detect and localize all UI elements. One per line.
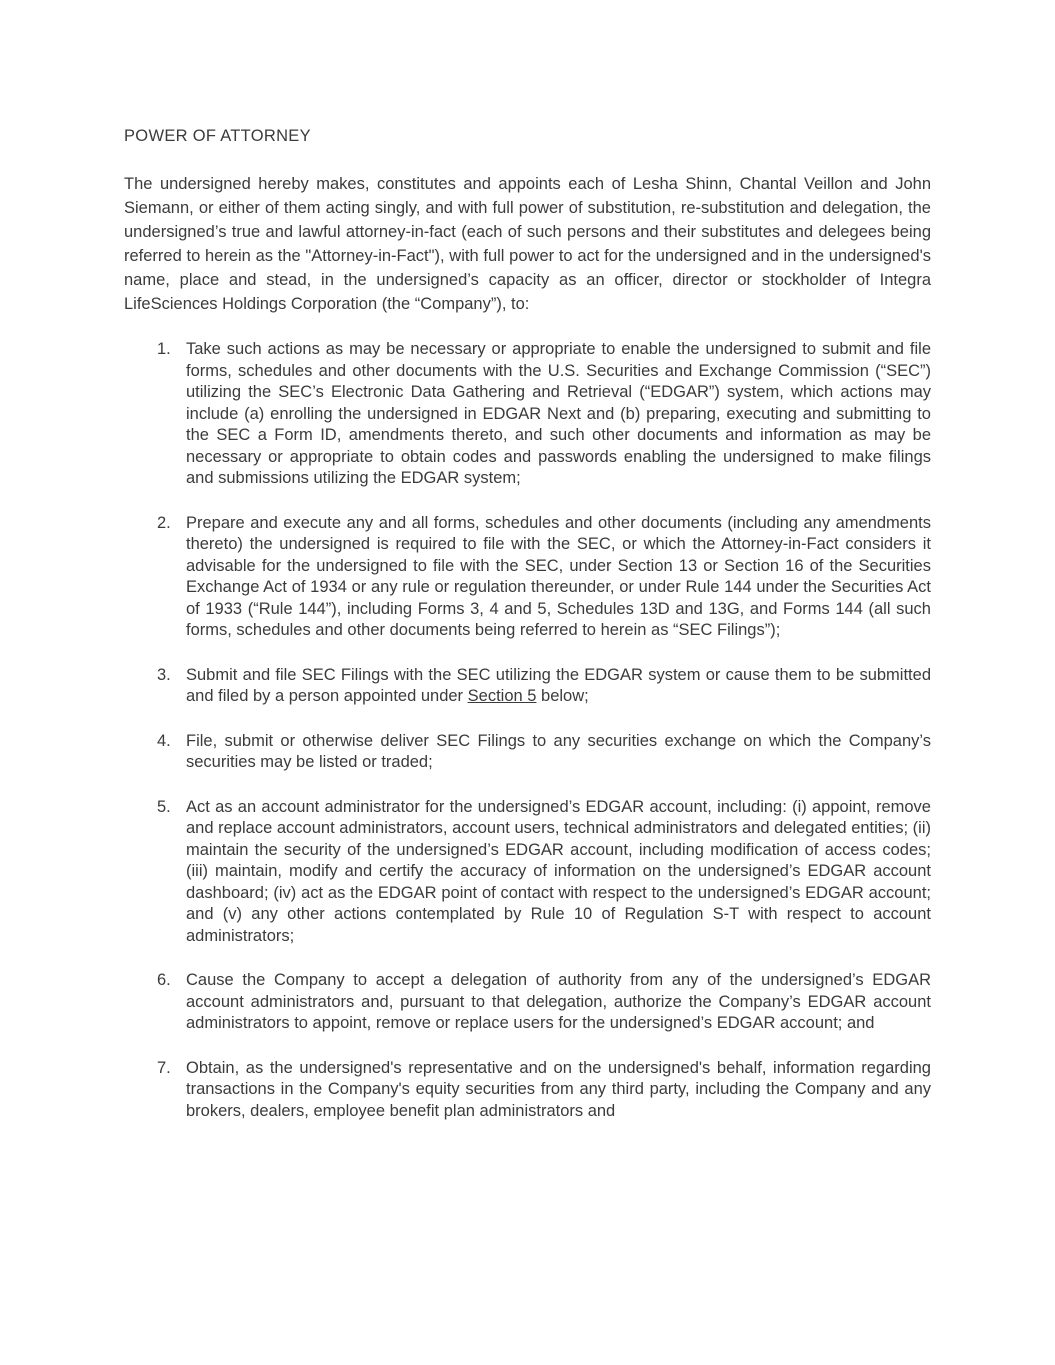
item-text: File, submit or otherwise deliver SEC Filings to any securities exchange on which the Company’s securities may be listed or traded;	[186, 731, 931, 771]
document-title: POWER OF ATTORNEY	[124, 127, 311, 145]
poa-item-3	[157, 665, 931, 708]
poa-item-1	[157, 339, 931, 490]
item-number: 5.	[157, 797, 171, 816]
intro-paragraph: The undersigned hereby makes, constitutes and appoints each of Lesha Shinn, Chantal Veillon and John Siemann, or either of them acting singly, and with full power of substitution, re-substitution and delegation, the undersigned’s true and lawful attorney-in-fact (each of such persons and their substitutes and delegees being referred to herein as the "Attorney-in-Fact"), with full power to act for the undersigned and in the undersigned's name, place and stead, in the undersigned’s capacity as an officer, director or stockholder of Integra LifeSciences Holdings Corporation (the “Company”), to:	[124, 175, 931, 313]
item-number: 4.	[157, 731, 171, 750]
item-text: Cause the Company to accept a delegation of authority from any of the undersigned’s EDGAR account administrators and, pursuant to that delegation, authorize the Company’s EDGAR account administrators to appoint, remove or replace users for the undersigned’s EDGAR account; and	[186, 971, 931, 1032]
item-text: below;	[536, 687, 589, 705]
item-number: 1.	[157, 340, 171, 358]
poa-item-7	[157, 1058, 931, 1123]
poa-item-5	[157, 797, 931, 948]
item-text: Take such actions as may be necessary or appropriate to enable the undersigned to submit and file forms, schedules and other documents with the U.S. Securities and Exchange Commission (“SEC”) utilizing the SEC’s Electronic Data Gathering and Retrieval (“EDGAR”) system, which actions may include (a) enrolling the undersigned in EDGAR Next and (b) preparing, executing and submitting to the SEC a Form ID, amendments thereto, and such other documents and information as may be necessary or appropriate to obtain codes and passwords enabling the undersigned to make filings and submissions utilizing the EDGAR system;	[186, 340, 931, 487]
poa-item-6	[157, 970, 931, 1035]
item-number: 7.	[157, 1058, 171, 1077]
item-number: 3.	[157, 665, 171, 684]
item-text: Act as an account administrator for the undersigned’s EDGAR account, including: (i) appoint, remove and replace account administrators, account users, technical administrators and delegated entities; (ii) maintain the security of the undersigned’s EDGAR account, including modification of access codes; (iii) maintain, modify and certify the accuracy of information on the undersigned’s EDGAR account dashboard; (iv) act as the EDGAR point of contact with respect to the undersigned’s EDGAR account; and (v) any other actions contemplated by Rule 10 of Regulation S-T with respect to account administrators;	[186, 797, 931, 945]
item-number: 2.	[157, 513, 171, 532]
poa-item-4	[157, 731, 931, 774]
item-text: Prepare and execute any and all forms, schedules and other documents (including any amendments thereto) the undersigned is required to file with the SEC, or which the Attorney-in-Fact considers it advisable for the undersigned to file with the SEC, under Section 13 or Section 16 of the Securities Exchange Act of 1934 or any rule or regulation thereunder, or under Rule 144 under the Securities Act of 1933 (“Rule 144”), including Forms 3, 4 and 5, Schedules 13D and 13G, and Forms 144 (all such forms, schedules and other documents being referred to herein as “SEC Filings”);	[186, 513, 931, 639]
item-text: Submit and file SEC Filings with the SEC utilizing the EDGAR system or cause them to be submitted and filed by a person appointed under	[186, 665, 931, 705]
poa-item-2	[157, 513, 931, 642]
item-text: Obtain, as the undersigned's representative and on the undersigned's behalf, information regarding transactions in the Company's equity securities from any third party, including the Company and any brokers, dealers, employee benefit plan administrators and	[186, 1058, 931, 1120]
poa-items-list	[124, 339, 931, 1122]
item-number: 6.	[157, 971, 171, 989]
section-5-reference: Section 5	[467, 687, 537, 705]
